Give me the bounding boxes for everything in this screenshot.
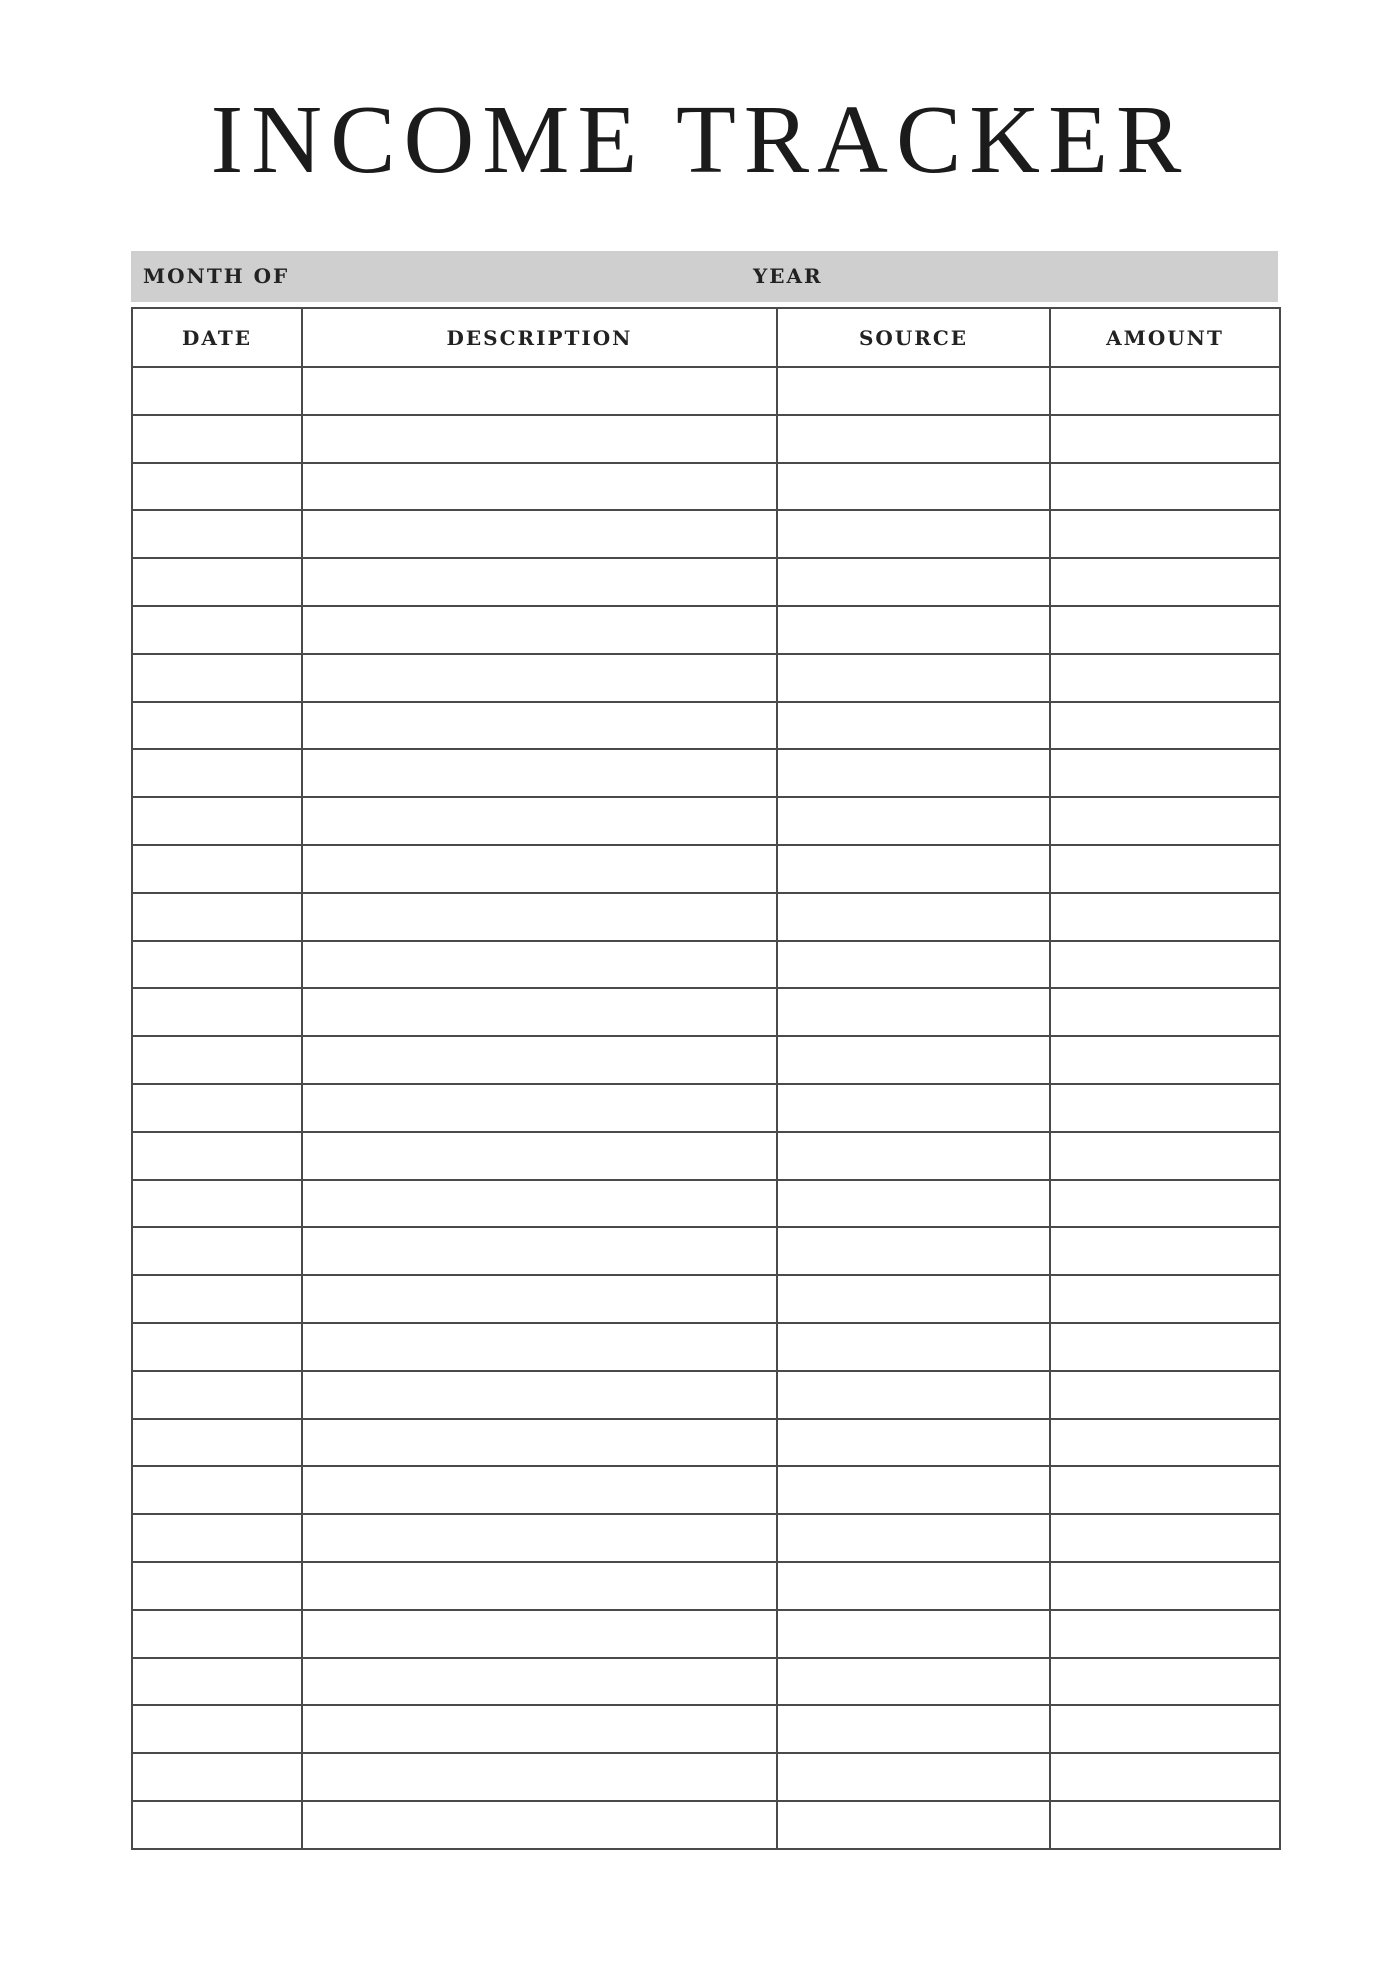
cell-source[interactable]	[777, 1658, 1050, 1706]
cell-amount[interactable]	[1050, 606, 1280, 654]
cell-description[interactable]	[302, 1132, 777, 1180]
table-row	[132, 1705, 1280, 1753]
table-row	[132, 1227, 1280, 1275]
cell-date[interactable]	[132, 941, 302, 989]
column-header-amount: AMOUNT	[1050, 308, 1280, 367]
table-row	[132, 797, 1280, 845]
cell-description[interactable]	[302, 1658, 777, 1706]
table-row	[132, 893, 1280, 941]
cell-source[interactable]	[777, 988, 1050, 1036]
cell-description[interactable]	[302, 510, 777, 558]
cell-source[interactable]	[777, 1132, 1050, 1180]
table-row	[132, 463, 1280, 511]
cell-source[interactable]	[777, 1323, 1050, 1371]
table-row	[132, 1610, 1280, 1658]
cell-source[interactable]	[777, 845, 1050, 893]
cell-source[interactable]	[777, 1801, 1050, 1849]
table-row	[132, 1323, 1280, 1371]
cell-amount[interactable]	[1050, 1275, 1280, 1323]
cell-date[interactable]	[132, 749, 302, 797]
cell-date[interactable]	[132, 1466, 302, 1514]
cell-date[interactable]	[132, 415, 302, 463]
cell-description[interactable]	[302, 1275, 777, 1323]
table-row	[132, 606, 1280, 654]
cell-date[interactable]	[132, 1275, 302, 1323]
table-row	[132, 654, 1280, 702]
cell-amount[interactable]	[1050, 1753, 1280, 1801]
cell-amount[interactable]	[1050, 893, 1280, 941]
cell-date[interactable]	[132, 1323, 302, 1371]
cell-source[interactable]	[777, 893, 1050, 941]
cell-date[interactable]	[132, 988, 302, 1036]
cell-description[interactable]	[302, 893, 777, 941]
cell-description[interactable]	[302, 415, 777, 463]
cell-date[interactable]	[132, 1514, 302, 1562]
table-row	[132, 1180, 1280, 1228]
cell-date[interactable]	[132, 1658, 302, 1706]
cell-source[interactable]	[777, 702, 1050, 750]
table-row	[132, 702, 1280, 750]
page-title: INCOME TRACKER	[210, 86, 1190, 194]
cell-source[interactable]	[777, 1705, 1050, 1753]
table-row	[132, 1132, 1280, 1180]
table-row	[132, 941, 1280, 989]
table-row	[132, 415, 1280, 463]
cell-date[interactable]	[132, 606, 302, 654]
cell-date[interactable]	[132, 1753, 302, 1801]
cell-source[interactable]	[777, 1036, 1050, 1084]
cell-source[interactable]	[777, 510, 1050, 558]
cell-amount[interactable]	[1050, 1419, 1280, 1467]
cell-description[interactable]	[302, 1419, 777, 1467]
cell-amount[interactable]	[1050, 1180, 1280, 1228]
cell-description[interactable]	[302, 367, 777, 415]
cell-source[interactable]	[777, 1753, 1050, 1801]
cell-date[interactable]	[132, 1610, 302, 1658]
cell-description[interactable]	[302, 1466, 777, 1514]
table-row	[132, 1466, 1280, 1514]
cell-amount[interactable]	[1050, 510, 1280, 558]
cell-amount[interactable]	[1050, 1658, 1280, 1706]
cell-description[interactable]	[302, 558, 777, 606]
cell-description[interactable]	[302, 606, 777, 654]
cell-description[interactable]	[302, 463, 777, 511]
cell-source[interactable]	[777, 606, 1050, 654]
cell-date[interactable]	[132, 1705, 302, 1753]
cell-description[interactable]	[302, 1610, 777, 1658]
column-header-date: DATE	[132, 308, 302, 367]
cell-date[interactable]	[132, 1036, 302, 1084]
table-row	[132, 1275, 1280, 1323]
month-of-label: MONTH OF	[143, 264, 290, 288]
cell-description[interactable]	[302, 1084, 777, 1132]
cell-amount[interactable]	[1050, 941, 1280, 989]
cell-description[interactable]	[302, 1801, 777, 1849]
cell-source[interactable]	[777, 749, 1050, 797]
cell-source[interactable]	[777, 1562, 1050, 1610]
column-header-description: DESCRIPTION	[302, 308, 777, 367]
cell-source[interactable]	[777, 1514, 1050, 1562]
cell-description[interactable]	[302, 1514, 777, 1562]
cell-amount[interactable]	[1050, 1610, 1280, 1658]
table-row	[132, 1753, 1280, 1801]
cell-amount[interactable]	[1050, 558, 1280, 606]
table-row	[132, 749, 1280, 797]
cell-amount[interactable]	[1050, 1084, 1280, 1132]
table-row	[132, 1371, 1280, 1419]
table-row	[132, 845, 1280, 893]
cell-date[interactable]	[132, 797, 302, 845]
cell-description[interactable]	[302, 797, 777, 845]
cell-date[interactable]	[132, 654, 302, 702]
cell-source[interactable]	[777, 1084, 1050, 1132]
cell-description[interactable]	[302, 1562, 777, 1610]
cell-amount[interactable]	[1050, 1466, 1280, 1514]
cell-amount[interactable]	[1050, 1514, 1280, 1562]
cell-source[interactable]	[777, 1227, 1050, 1275]
cell-amount[interactable]	[1050, 797, 1280, 845]
cell-description[interactable]	[302, 654, 777, 702]
cell-amount[interactable]	[1050, 1562, 1280, 1610]
cell-amount[interactable]	[1050, 988, 1280, 1036]
cell-amount[interactable]	[1050, 367, 1280, 415]
cell-date[interactable]	[132, 1801, 302, 1849]
cell-amount[interactable]	[1050, 1705, 1280, 1753]
cell-description[interactable]	[302, 1371, 777, 1419]
cell-source[interactable]	[777, 1419, 1050, 1467]
cell-source[interactable]	[777, 654, 1050, 702]
cell-amount[interactable]	[1050, 1801, 1280, 1849]
cell-amount[interactable]	[1050, 845, 1280, 893]
year-label: YEAR	[753, 264, 823, 288]
cell-date[interactable]	[132, 1132, 302, 1180]
cell-date[interactable]	[132, 1227, 302, 1275]
cell-description[interactable]	[302, 1036, 777, 1084]
cell-source[interactable]	[777, 1275, 1050, 1323]
cell-source[interactable]	[777, 1610, 1050, 1658]
cell-description[interactable]	[302, 845, 777, 893]
table-row	[132, 988, 1280, 1036]
cell-source[interactable]	[777, 797, 1050, 845]
cell-date[interactable]	[132, 702, 302, 750]
cell-description[interactable]	[302, 941, 777, 989]
table-row	[132, 1084, 1280, 1132]
cell-description[interactable]	[302, 1705, 777, 1753]
cell-description[interactable]	[302, 1180, 777, 1228]
cell-amount[interactable]	[1050, 749, 1280, 797]
cell-description[interactable]	[302, 1323, 777, 1371]
cell-source[interactable]	[777, 463, 1050, 511]
cell-source[interactable]	[777, 1466, 1050, 1514]
table-row	[132, 1514, 1280, 1562]
table-row	[132, 1036, 1280, 1084]
cell-date[interactable]	[132, 558, 302, 606]
cell-source[interactable]	[777, 558, 1050, 606]
table-row	[132, 510, 1280, 558]
table-row	[132, 558, 1280, 606]
cell-date[interactable]	[132, 1562, 302, 1610]
income-table	[131, 307, 1281, 1850]
cell-date[interactable]	[132, 1084, 302, 1132]
table-row	[132, 1801, 1280, 1849]
cell-date[interactable]	[132, 1180, 302, 1228]
cell-amount[interactable]	[1050, 1036, 1280, 1084]
cell-date[interactable]	[132, 463, 302, 511]
cell-amount[interactable]	[1050, 1371, 1280, 1419]
cell-source[interactable]	[777, 1371, 1050, 1419]
table-row	[132, 1658, 1280, 1706]
cell-description[interactable]	[302, 1227, 777, 1275]
cell-amount[interactable]	[1050, 1323, 1280, 1371]
cell-date[interactable]	[132, 367, 302, 415]
cell-source[interactable]	[777, 367, 1050, 415]
cell-source[interactable]	[777, 1180, 1050, 1228]
column-header-source: SOURCE	[777, 308, 1050, 367]
cell-date[interactable]	[132, 510, 302, 558]
month-year-bar	[131, 251, 1278, 302]
cell-date[interactable]	[132, 893, 302, 941]
table-row	[132, 1419, 1280, 1467]
cell-description[interactable]	[302, 988, 777, 1036]
cell-description[interactable]	[302, 749, 777, 797]
table-row	[132, 367, 1280, 415]
table-body	[132, 367, 1280, 1849]
cell-source[interactable]	[777, 415, 1050, 463]
cell-date[interactable]	[132, 845, 302, 893]
cell-amount[interactable]	[1050, 654, 1280, 702]
cell-amount[interactable]	[1050, 415, 1280, 463]
cell-amount[interactable]	[1050, 1132, 1280, 1180]
cell-date[interactable]	[132, 1419, 302, 1467]
table-row	[132, 1562, 1280, 1610]
table-header-row	[132, 308, 1280, 367]
cell-description[interactable]	[302, 1753, 777, 1801]
cell-source[interactable]	[777, 941, 1050, 989]
cell-amount[interactable]	[1050, 702, 1280, 750]
cell-amount[interactable]	[1050, 463, 1280, 511]
cell-date[interactable]	[132, 1371, 302, 1419]
cell-amount[interactable]	[1050, 1227, 1280, 1275]
cell-description[interactable]	[302, 702, 777, 750]
